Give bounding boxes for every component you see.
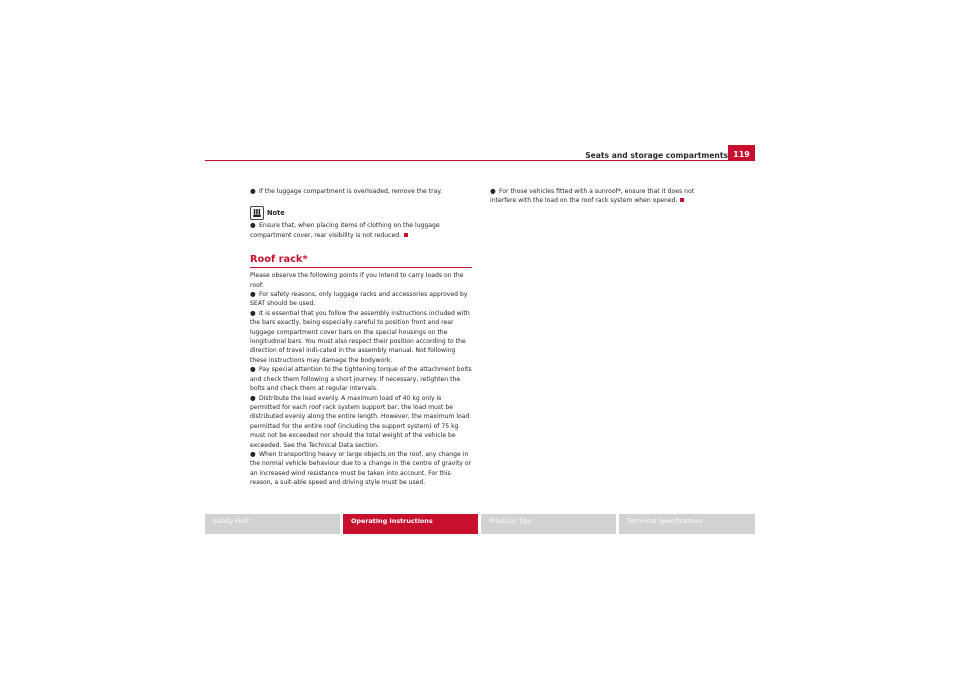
bullet-text: Pay special attention to the tightening torque of the attachment bolts and check them following a short journey. If necessary, retighten the bolts and check them at regular intervals. — [250, 366, 472, 393]
footer-tab-safety-first[interactable]: Safety First — [205, 514, 340, 534]
note-label: Note — [267, 208, 285, 217]
bullet-item — [250, 187, 472, 196]
bullet-text: For those vehicles fitted with a sunroof*, ensure that it does not interfere with the load on the roof rack system when opened. — [490, 188, 695, 205]
note-header — [250, 206, 472, 220]
left-column — [250, 187, 472, 488]
note-text — [250, 221, 472, 240]
bullet-text: When transporting heavy or large objects on the roof, any change in the normal vehicle behaviour due to a change in the centre of gravity or an increased wind resistance must be taken into account. For this reason, a suit-able speed and driving style must be used. — [250, 450, 472, 487]
bullet-dot-icon: ● — [250, 308, 256, 317]
footer-tab-operating-instructions[interactable]: Operating Instructions — [343, 514, 478, 534]
note-text-content: Ensure that, when placing items of clothing on the luggage compartment cover, rear visibility is not reduced. — [250, 222, 440, 239]
bullet-text: If the luggage compartment is overloaded, remove the tray. — [259, 188, 443, 195]
note-icon — [250, 206, 264, 220]
bullet-item — [250, 365, 472, 393]
footer-tab-practical-tips[interactable]: Practical Tips — [481, 514, 616, 534]
bullet-dot-icon: ● — [250, 290, 256, 299]
section-intro: Please observe the following points if you intend to carry loads on the roof: — [250, 272, 464, 289]
footer-tab-technical-specifications[interactable]: Technical Specifications — [619, 514, 755, 534]
header-title: Seats and storage compartments — [585, 151, 728, 160]
section-title: Roof rack* — [250, 254, 308, 266]
bullet-item — [250, 394, 472, 450]
end-mark-icon — [404, 233, 408, 237]
bullet-dot-icon: ● — [250, 393, 256, 402]
bullet-item — [250, 450, 472, 488]
bullet-dot-icon: ● — [250, 449, 256, 458]
section-rule — [250, 267, 472, 268]
right-column — [490, 187, 716, 206]
bullet-text: Distribute the load evenly. A maximum load of 40 kg only is permitted for each roof rack system support bar, the load must be distributed evenly along the entire length. However, the maximum load permitted for the entire roof (including the support system) of 75 kg must not be exceeded nor should the total weight of the vehicle be exceeded. See the Technical Data section. — [250, 394, 470, 449]
header-rule — [205, 160, 728, 161]
end-mark-icon — [680, 198, 684, 202]
bullet-item — [490, 187, 716, 206]
bullet-text: For safety reasons, only luggage racks and accessories approved by SEAT should be used. — [250, 291, 468, 308]
bullet-item — [250, 290, 472, 309]
bullet-item — [250, 309, 472, 365]
bullet-dot-icon: ● — [250, 187, 256, 195]
bullet-dot-icon: ● — [250, 221, 256, 230]
bullet-text: It is essential that you follow the assembly instructions included with the bars exactly, being especially careful to position front and rear luggage compartment cover bars on the special housings on the longitudinal bars. You must also respect their position according to the direction of travel indi-cated in the assembly manual. Not following these instructions may damage the bodywork. — [250, 309, 470, 364]
page-number: 119 — [728, 145, 755, 161]
bullet-dot-icon: ● — [250, 365, 256, 374]
bullet-dot-icon: ● — [490, 187, 496, 195]
